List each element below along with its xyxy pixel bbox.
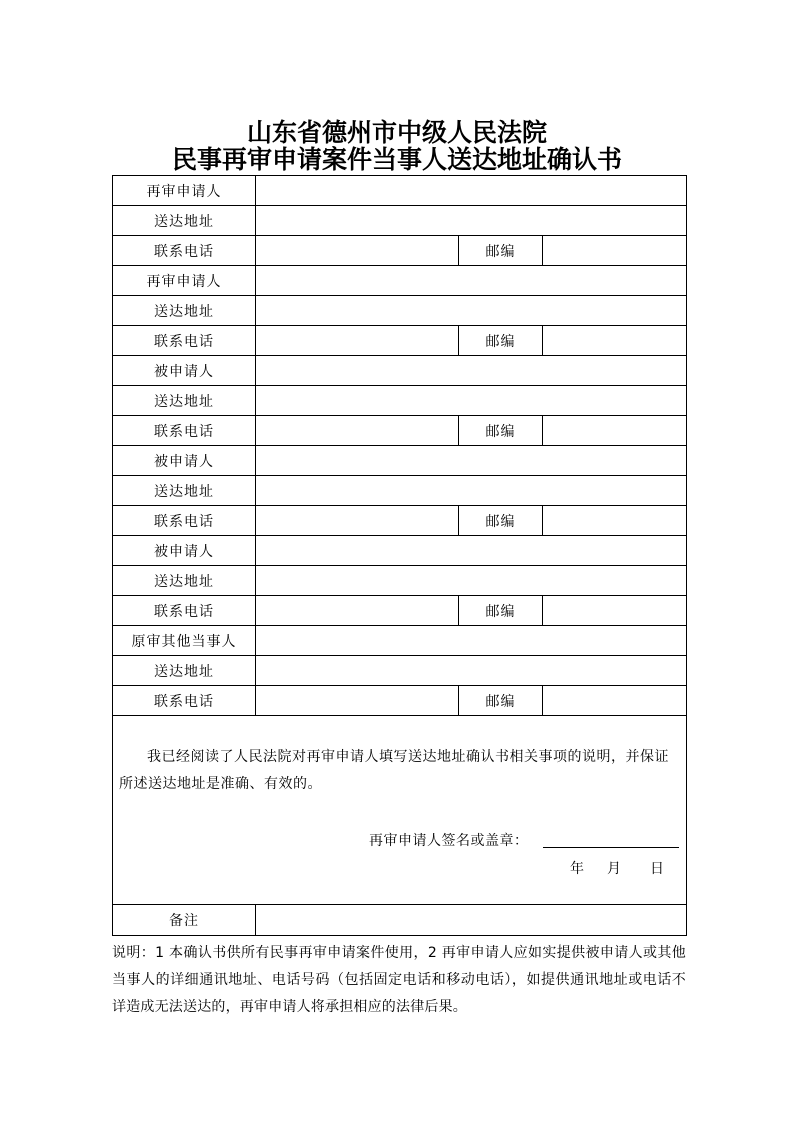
- field-label: 联系电话: [113, 686, 256, 716]
- field-label: 联系电话: [113, 236, 256, 266]
- field-label: 联系电话: [113, 506, 256, 536]
- applicant-2-address-field[interactable]: [256, 296, 687, 326]
- declaration-text: 我已经阅读了人民法院对再审申请人填写送达地址确认书相关事项的说明，并保证所述送达地址是准确、有效的。: [119, 749, 669, 792]
- table-row: [113, 236, 687, 266]
- table-row: [113, 506, 687, 536]
- declaration-row: [113, 716, 687, 905]
- address-confirmation-table: [112, 175, 687, 936]
- table-row: [113, 596, 687, 626]
- applicant-1-name-field[interactable]: [256, 176, 687, 206]
- respondent-1-address-field[interactable]: [256, 386, 687, 416]
- signature-line[interactable]: [543, 847, 679, 848]
- applicant-1-address-field[interactable]: [256, 206, 687, 236]
- field-label: 原审其他当事人: [113, 626, 256, 656]
- table-row: [113, 296, 687, 326]
- field-label: 被申请人: [113, 536, 256, 566]
- field-label: 被申请人: [113, 356, 256, 386]
- declaration-cell: [113, 716, 687, 905]
- field-label: 送达地址: [113, 656, 256, 686]
- field-label: 送达地址: [113, 296, 256, 326]
- signature-label: 再审申请人签名或盖章：: [369, 833, 529, 849]
- field-label: 再审申请人: [113, 176, 256, 206]
- table-row: [113, 476, 687, 506]
- respondent-3-address-field[interactable]: [256, 566, 687, 596]
- table-row: [113, 356, 687, 386]
- applicant-2-name-field[interactable]: [256, 266, 687, 296]
- postcode-label: 邮编: [459, 416, 543, 446]
- field-label: 联系电话: [113, 596, 256, 626]
- respondent-2-postcode-field[interactable]: [543, 506, 687, 536]
- table-row: [113, 656, 687, 686]
- applicant-1-phone-field[interactable]: [256, 236, 459, 266]
- postcode-label: 邮编: [459, 506, 543, 536]
- postcode-label: 邮编: [459, 326, 543, 356]
- respondent-3-name-field[interactable]: [256, 536, 687, 566]
- field-label: 联系电话: [113, 326, 256, 356]
- table-row: [113, 446, 687, 476]
- postcode-label: 邮编: [459, 686, 543, 716]
- table-row: [113, 416, 687, 446]
- table-row: [113, 206, 687, 236]
- applicant-2-phone-field[interactable]: [256, 326, 459, 356]
- respondent-1-phone-field[interactable]: [256, 416, 459, 446]
- respondent-3-phone-field[interactable]: [256, 596, 459, 626]
- instructions-note: 说明：1 本确认书供所有民事再审申请案件使用，2 再审申请人应如实提供被申请人或其他当事人的详细通讯地址、电话号码（包括固定电话和移动电话），如提供通讯地址或电话不详造成无法送达的，再审申请人将承担相应的法律后果。: [112, 945, 686, 1015]
- date-month-label: 月: [607, 861, 622, 877]
- remarks-field[interactable]: [256, 905, 687, 936]
- respondent-1-postcode-field[interactable]: [543, 416, 687, 446]
- other-party-name-field[interactable]: [256, 626, 687, 656]
- field-label: 送达地址: [113, 566, 256, 596]
- table-row: [113, 386, 687, 416]
- postcode-label: 邮编: [459, 236, 543, 266]
- field-label: 送达地址: [113, 386, 256, 416]
- table-row: [113, 176, 687, 206]
- respondent-2-name-field[interactable]: [256, 446, 687, 476]
- postcode-label: 邮编: [459, 596, 543, 626]
- date-day-label: 日: [650, 861, 665, 877]
- remarks-label: 备注: [113, 905, 256, 936]
- table-row: [113, 266, 687, 296]
- table-row: [113, 566, 687, 596]
- applicant-2-postcode-field[interactable]: [543, 326, 687, 356]
- other-party-postcode-field[interactable]: [543, 686, 687, 716]
- respondent-1-name-field[interactable]: [256, 356, 687, 386]
- field-label: 再审申请人: [113, 266, 256, 296]
- table-row: [113, 626, 687, 656]
- date-year-label: 年: [570, 861, 585, 877]
- respondent-2-address-field[interactable]: [256, 476, 687, 506]
- applicant-1-postcode-field[interactable]: [543, 236, 687, 266]
- respondent-3-postcode-field[interactable]: [543, 596, 687, 626]
- respondent-2-phone-field[interactable]: [256, 506, 459, 536]
- other-party-phone-field[interactable]: [256, 686, 459, 716]
- table-row: [113, 536, 687, 566]
- field-label: 送达地址: [113, 476, 256, 506]
- field-label: 被申请人: [113, 446, 256, 476]
- document-title-court: 山东省德州市中级人民法院: [246, 118, 547, 147]
- field-label: 送达地址: [113, 206, 256, 236]
- table-row: [113, 326, 687, 356]
- remarks-row: [113, 905, 687, 936]
- other-party-address-field[interactable]: [256, 656, 687, 686]
- document-title-form: 民事再审申请案件当事人送达地址确认书: [171, 145, 622, 174]
- field-label: 联系电话: [113, 416, 256, 446]
- table-row: [113, 686, 687, 716]
